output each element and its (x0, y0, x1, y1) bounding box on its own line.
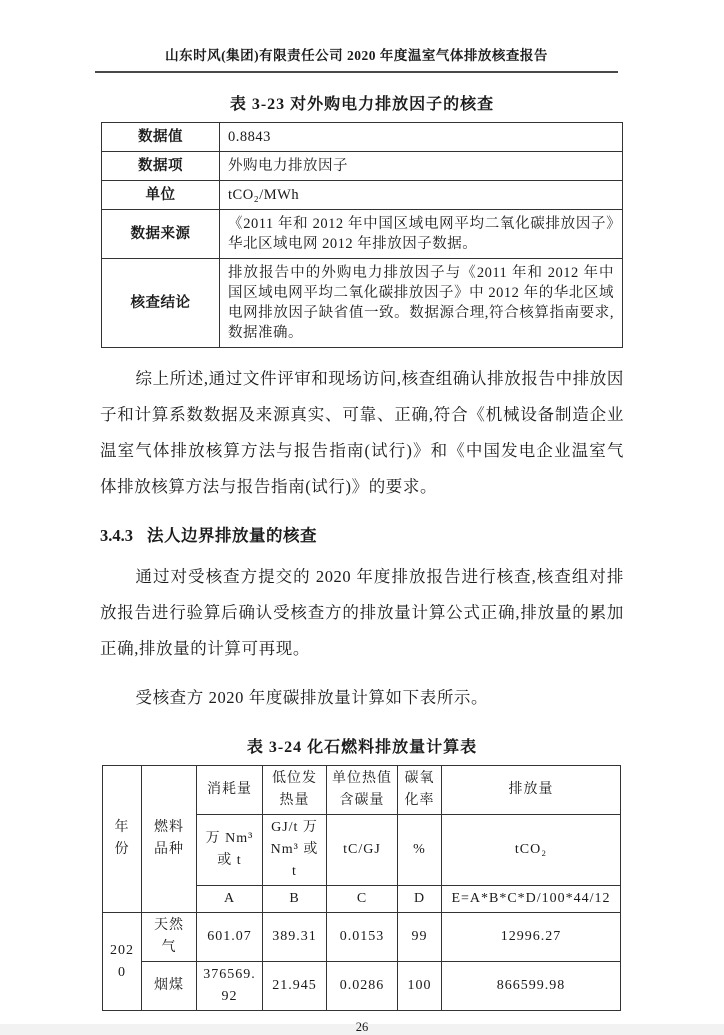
row-label: 数据来源 (102, 210, 220, 259)
fuel-name: 天然气 (142, 913, 197, 962)
row-value: 0.8843 (220, 123, 623, 152)
col-carbon-content-header: 单位热值含碳量 (327, 766, 398, 815)
table-row (102, 152, 623, 181)
col-year-header: 年份 (103, 766, 142, 913)
section-number: 3.4.3 (100, 526, 133, 545)
page-header (95, 44, 618, 73)
table-intro-paragraph: 受核查方 2020 年度碳排放量计算如下表所示。 (135, 688, 489, 707)
table-row (102, 210, 623, 259)
table24-title: 表 3-24 化石燃料排放量计算表 (246, 739, 478, 756)
row-label: 数据值 (102, 123, 220, 152)
row-value: 外购电力排放因子 (220, 152, 623, 181)
table23-title: 表 3-23 对外购电力排放因子的核查 (229, 96, 495, 113)
page-number: 26 (355, 1020, 369, 1034)
table24-fossil-fuel-emissions (102, 765, 621, 1011)
section-heading (100, 522, 624, 546)
carbon-content-value: 0.0286 (327, 962, 398, 1011)
header-row-main (103, 766, 621, 815)
verification-paragraph: 通过对受核查方提交的 2020 年度排放报告进行核查,核查组对排放报告进行验算后确认受核查方的排放量计算公式正确,排放量的累加正确,排放量的计算可再现。 (100, 567, 624, 658)
table-row (102, 259, 623, 348)
letter-c: C (327, 886, 398, 913)
col-emission-header: 排放量 (442, 766, 621, 815)
oxidation-value: 100 (398, 962, 442, 1011)
carbon-content-value: 0.0153 (327, 913, 398, 962)
letter-b: B (263, 886, 327, 913)
row-label: 核查结论 (102, 259, 220, 348)
heat-value: 21.945 (263, 962, 327, 1011)
year-value: 2020 (103, 913, 142, 1011)
formula-e: E=A*B*C*D/100*44/12 (442, 886, 621, 913)
oxidation-value: 99 (398, 913, 442, 962)
letter-d: D (398, 886, 442, 913)
row-label: 单位 (102, 181, 220, 210)
section-title: 法人边界排放量的核查 (147, 526, 317, 545)
emission-value: 866599.98 (442, 962, 621, 1011)
col-consumption-header: 消耗量 (197, 766, 263, 815)
data-row-coal (103, 962, 621, 1011)
consumption-value: 376569.92 (197, 962, 263, 1011)
summary-paragraph: 综上所述,通过文件评审和现场访问,核查组确认排放报告中排放因子和计算系数数据及来源真实、可靠、正确,符合《机械设备制造企业温室气体排放核算方法与报告指南(试行)》和《中国发电企业温室气体排放核算方法与报告指南(试行)》的要求。 (100, 369, 624, 496)
unit-carbon-content: tC/GJ (327, 815, 398, 886)
consumption-value: 601.07 (197, 913, 263, 962)
col-heat-value-header: 低位发热量 (263, 766, 327, 815)
data-row-natural-gas (103, 913, 621, 962)
letter-a: A (197, 886, 263, 913)
row-label: 数据项 (102, 152, 220, 181)
unit-consumption: 万 Nm³ 或 t (197, 815, 263, 886)
fuel-name: 烟煤 (142, 962, 197, 1011)
emission-value: 12996.27 (442, 913, 621, 962)
unit-emission: tCO₂ (442, 815, 621, 886)
table-row (102, 123, 623, 152)
table-row (102, 181, 623, 210)
unit-heat-value: GJ/t 万 Nm³ 或 t (263, 815, 327, 886)
col-oxidation-header: 碳氧化率 (398, 766, 442, 815)
row-value: tCO₂/MWh (220, 181, 623, 210)
unit-oxidation: % (398, 815, 442, 886)
col-fuel-header: 燃料品种 (142, 766, 197, 913)
table23-purchased-electricity-factor (101, 122, 623, 348)
row-value: 排放报告中的外购电力排放因子与《2011 年和 2012 年中国区域电网平均二氧化碳排放因子》中 2012 年的华北区域电网排放因子缺省值一致。数据源合理,符合核算指南要求,数据准确。 (220, 259, 623, 348)
row-value: 《2011 年和 2012 年中国区域电网平均二氧化碳排放因子》华北区域电网 2012 年排放因子数据。 (220, 210, 623, 259)
heat-value: 389.31 (263, 913, 327, 962)
header-title: 山东时风(集团)有限责任公司 2020 年度温室气体排放核查报告 (165, 48, 548, 63)
